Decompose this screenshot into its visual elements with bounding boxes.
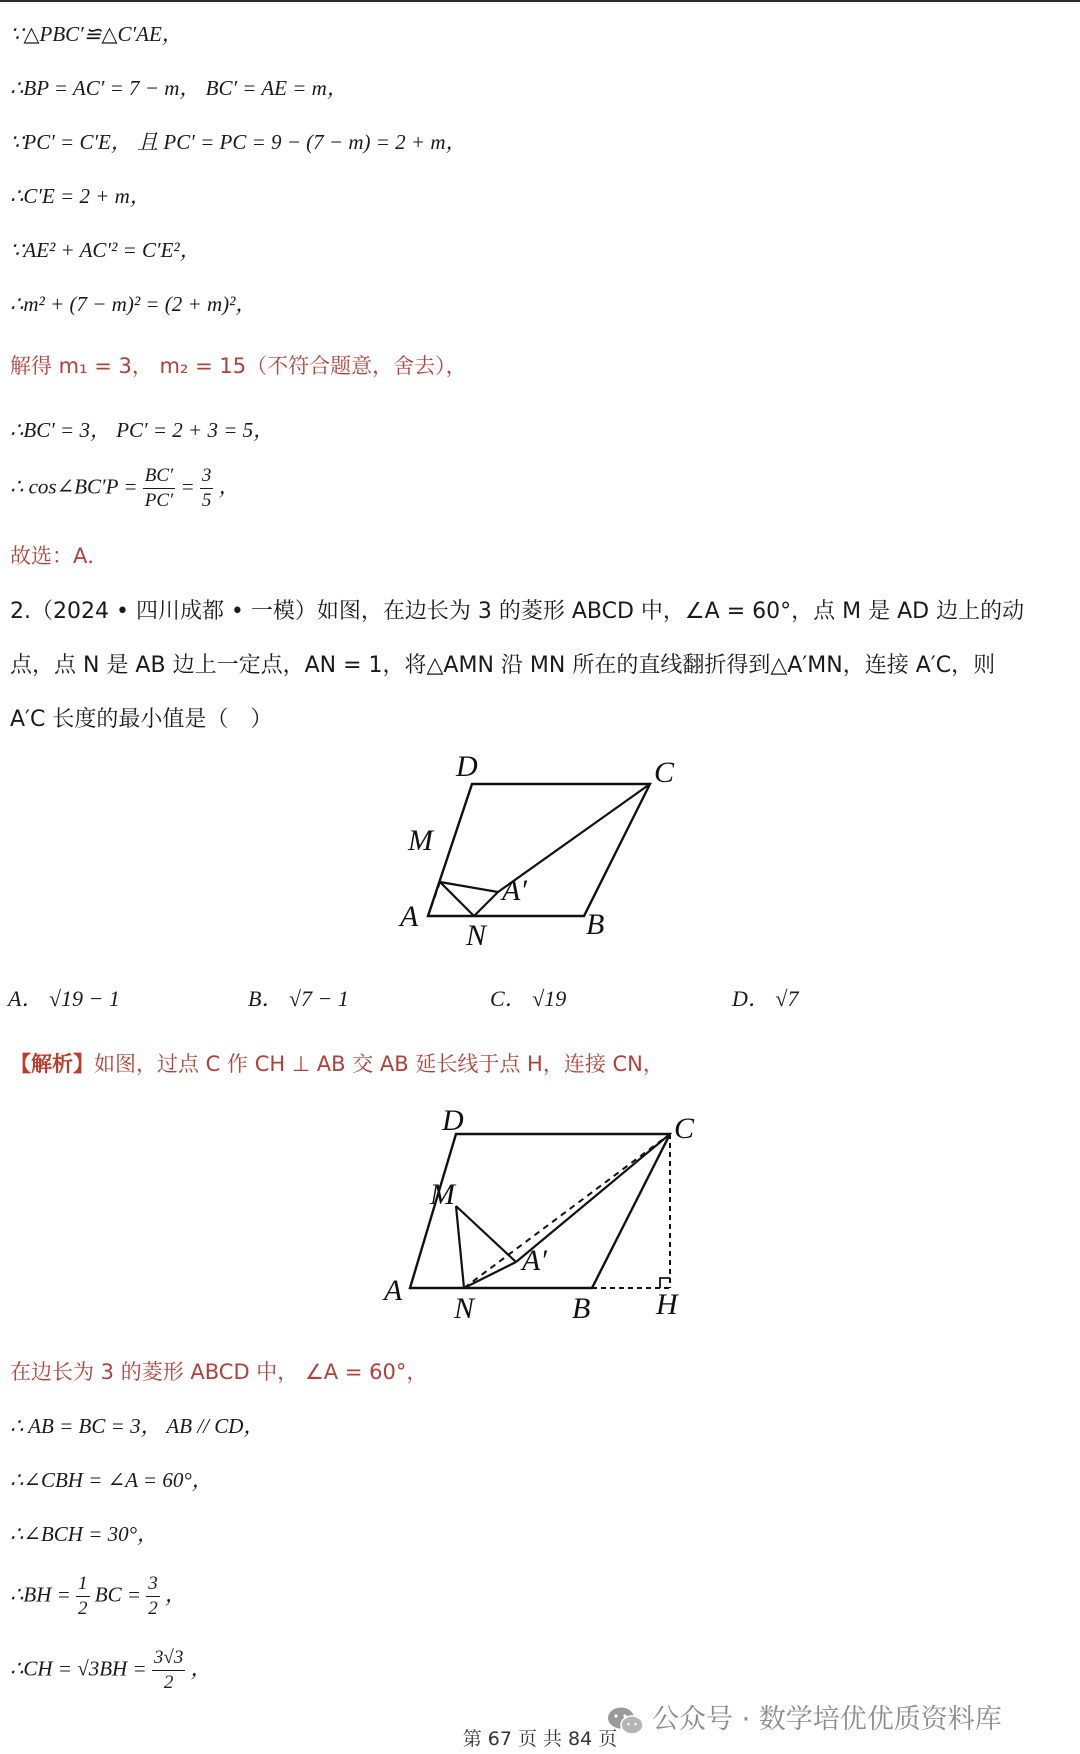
analysis-text: 如图，过点 C 作 CH ⊥ AB 交 AB 延长线于点 H，连接 CN， (94, 1052, 664, 1076)
numerator: BC′ (143, 464, 175, 489)
question-line: A′C 长度的最小值是（ ） (10, 707, 273, 732)
choice-label: B． (248, 986, 284, 1011)
solution-line: ∴ AB = BC = 3， AB // CD， (10, 1414, 265, 1438)
denominator: 2 (148, 1598, 158, 1619)
label-d: D (456, 750, 478, 783)
bh-equation (10, 1572, 186, 1621)
ch-equation (10, 1646, 212, 1695)
label-c: C (654, 756, 675, 789)
right-angle-mark (660, 1278, 670, 1288)
segment-na1 (474, 892, 498, 916)
label-a: A (400, 900, 419, 933)
segment-na1 (464, 1262, 516, 1288)
choice-label: C． (490, 986, 527, 1011)
equation-text: BC = (94, 1582, 142, 1607)
watermark-text: 公众号 · 数学培优优质资料库 (652, 1704, 1002, 1735)
fraction (146, 1572, 160, 1621)
segment-ma1 (456, 1206, 516, 1262)
choice-value: √7 (775, 986, 799, 1011)
solution-line: ∴BC′ = 3， PC′ = 2 + 3 = 5， (10, 418, 275, 442)
denominator: PC′ (144, 490, 174, 511)
solution-line: ∴C′E = 2 + m， (10, 184, 151, 208)
figure-1-rhombus (396, 748, 696, 948)
equation-text: ∴BH = (10, 1582, 71, 1607)
solution-line: ∴m² + (7 − m)² = (2 + m)²， (10, 292, 257, 316)
previous-answer: 故选：A． (10, 544, 109, 568)
label-n: N (466, 919, 487, 948)
solution-line: ∵PC′ = C′E， 且 PC′ = PC = 9 − (7 − m) = 2 + m， (10, 130, 467, 154)
numerator: 3√3 (152, 1646, 185, 1671)
numerator: 3 (200, 464, 214, 489)
choice-label: A． (8, 986, 44, 1011)
top-rule (0, 0, 1080, 2)
figure-2-rhombus-with-h (376, 1104, 706, 1324)
label-h: H (656, 1288, 678, 1321)
denominator: 2 (163, 1672, 174, 1693)
question-block (10, 585, 1070, 747)
choice-value: √7 − 1 (288, 986, 349, 1011)
equation-text: ∴CH = √3BH = (10, 1656, 147, 1681)
equation-text: ∴ cos∠BC′P = (10, 474, 138, 499)
page-footer: 第 67 页 共 84 页 (462, 1728, 618, 1750)
solution-line: ∴∠BCH = 30°， (10, 1522, 159, 1546)
choice-label: D． (732, 986, 770, 1011)
choice-a[interactable] (8, 982, 120, 1013)
equals-sign: = (180, 474, 195, 499)
label-a-prime: A′ (522, 1244, 547, 1277)
numerator: 3 (146, 1572, 160, 1597)
label-d: D (442, 1104, 464, 1137)
denominator: 5 (201, 490, 212, 511)
analysis-tag: 【解析】 (10, 1052, 94, 1076)
solution-line: ∵AE² + AC′² = C′E²， (10, 238, 201, 262)
label-a-prime: A′ (502, 874, 527, 907)
label-a: A (384, 1274, 403, 1307)
solution-line-red: 在边长为 3 的菱形 ABCD 中， ∠A = 60°， (10, 1360, 428, 1384)
question-line: 点，点 N 是 AB 边上一定点，AN = 1，将△AMN 沿 MN 所在的直线翻折得到△A′MN，连接 A′C，则 (10, 653, 996, 678)
choice-b[interactable] (248, 982, 349, 1013)
analysis-line (10, 1048, 664, 1078)
label-m: M (408, 824, 433, 857)
label-b: B (586, 908, 605, 941)
equation-text: ， (218, 474, 240, 499)
label-b: B (572, 1292, 591, 1324)
equation-text: ， (190, 1656, 212, 1681)
choice-value: √19 (532, 986, 567, 1011)
equation-text: ， (165, 1582, 187, 1607)
solution-line: ∴BP = AC′ = 7 − m， BC′ = AE = m， (10, 76, 348, 100)
choice-c[interactable] (490, 982, 566, 1013)
solution-line: ∴∠CBH = ∠A = 60°， (10, 1468, 213, 1492)
cos-equation (10, 464, 240, 513)
solution-line-red: 解得 m₁ = 3， m₂ = 15（不符合题意，舍去）， (10, 354, 467, 378)
label-c: C (674, 1112, 695, 1145)
choice-d[interactable] (732, 982, 798, 1013)
segment-mn (456, 1206, 464, 1288)
label-m: M (430, 1178, 455, 1211)
solution-line: ∵△PBC′≌△C′AE， (10, 22, 183, 46)
fraction (152, 1646, 185, 1695)
segment-a1c (516, 1134, 670, 1262)
fraction (143, 464, 175, 513)
fraction (76, 1572, 90, 1621)
segment-cn-dashed (464, 1134, 670, 1288)
denominator: 2 (78, 1598, 88, 1619)
fraction (200, 464, 214, 513)
label-n: N (454, 1292, 475, 1324)
choice-value: √19 − 1 (48, 986, 120, 1011)
rhombus-abcd (428, 784, 650, 916)
question-line: 2.（2024 • 四川成都 • 一模）如图，在边长为 3 的菱形 ABCD 中，∠A = 60°，点 M 是 AD 边上的动 (10, 599, 1025, 624)
numerator: 1 (76, 1572, 90, 1597)
